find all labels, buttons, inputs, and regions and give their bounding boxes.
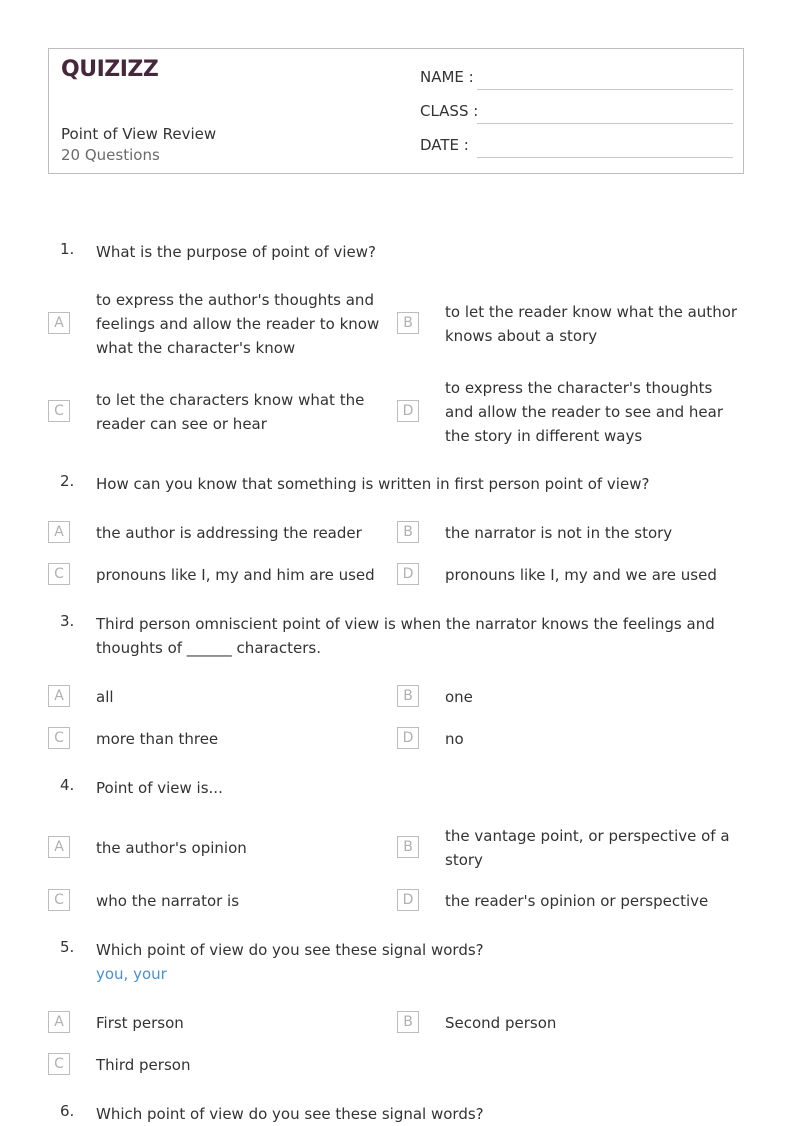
option-letter-box[interactable]: B	[397, 1011, 419, 1033]
option-letter-box[interactable]: A	[48, 836, 70, 858]
question-number: 4.	[60, 776, 75, 794]
option-text: pronouns like I, my and we are used	[445, 566, 717, 584]
option-text: who the narrator is	[96, 892, 240, 910]
question-count: 20 Questions	[61, 146, 160, 164]
option-letter-box[interactable]: C	[48, 889, 70, 911]
option-letter-box[interactable]: C	[48, 563, 70, 585]
option-text: no	[445, 730, 464, 748]
option-letter-box[interactable]: B	[397, 312, 419, 334]
worksheet-title: Point of View Review	[61, 125, 217, 143]
question-text: Which point of view do you see these signal words?	[96, 941, 484, 959]
option-letter-box[interactable]: B	[397, 836, 419, 858]
option-letter-box[interactable]: C	[48, 727, 70, 749]
class-line[interactable]	[477, 123, 733, 124]
question-text: Point of view is...	[96, 779, 223, 797]
class-label: CLASS :	[420, 102, 479, 120]
question-text: How can you know that something is written in first person point of view?	[96, 475, 650, 493]
option-text: to let the reader know what the author knows about a story	[445, 303, 738, 345]
signal-words: you, your	[96, 965, 167, 983]
option-text: Third person	[96, 1056, 191, 1074]
option-text: the vantage point, or perspective of a story	[445, 827, 730, 869]
option-text: the author's opinion	[96, 839, 247, 857]
option-text: Second person	[445, 1014, 557, 1032]
option-letter-box[interactable]: B	[397, 685, 419, 707]
option-text: more than three	[96, 730, 219, 748]
option-text: the reader's opinion or perspective	[445, 892, 709, 910]
option-letter-box[interactable]: A	[48, 312, 70, 334]
option-text: the narrator is not in the story	[445, 524, 673, 542]
question-block	[96, 938, 736, 986]
question-number: 6.	[60, 1102, 75, 1120]
option-letter-box[interactable]: A	[48, 685, 70, 707]
question-number: 3.	[60, 612, 75, 630]
option-letter-box[interactable]: D	[397, 400, 419, 422]
question-text: Third person omniscient point of view is when the narrator knows the feelings and thoughts of ______ characters.	[96, 615, 715, 657]
option-text: First person	[96, 1014, 184, 1032]
question-text: Which point of view do you see these signal words?	[96, 1105, 484, 1123]
option-letter-box[interactable]: D	[397, 889, 419, 911]
question-number: 5.	[60, 938, 75, 956]
option-letter-box[interactable]: A	[48, 1011, 70, 1033]
option-text: all	[96, 688, 114, 706]
date-line[interactable]	[477, 157, 733, 158]
option-letter-box[interactable]: D	[397, 727, 419, 749]
option-text: the author is addressing the reader	[96, 524, 362, 542]
option-text: to let the characters know what the reader can see or hear	[96, 391, 365, 433]
option-letter-box[interactable]: C	[48, 400, 70, 422]
option-letter-box[interactable]: A	[48, 521, 70, 543]
option-letter-box[interactable]: D	[397, 563, 419, 585]
date-label: DATE :	[420, 136, 469, 154]
option-text: to express the character's thoughts and allow the reader to see and hear the story in different ways	[445, 379, 724, 445]
option-letter-box[interactable]: B	[397, 521, 419, 543]
option-text: one	[445, 688, 473, 706]
quizizz-logo: QUIZIZZ	[61, 57, 159, 82]
question-number: 1.	[60, 240, 75, 258]
name-label: NAME :	[420, 68, 474, 86]
question-number: 2.	[60, 472, 75, 490]
name-line[interactable]	[477, 89, 733, 90]
worksheet-header	[48, 48, 744, 174]
option-text: pronouns like I, my and him are used	[96, 566, 375, 584]
option-text: to express the author's thoughts and feelings and allow the reader to know what the character's know	[96, 291, 380, 357]
question-text: What is the purpose of point of view?	[96, 243, 376, 261]
option-letter-box[interactable]: C	[48, 1053, 70, 1075]
